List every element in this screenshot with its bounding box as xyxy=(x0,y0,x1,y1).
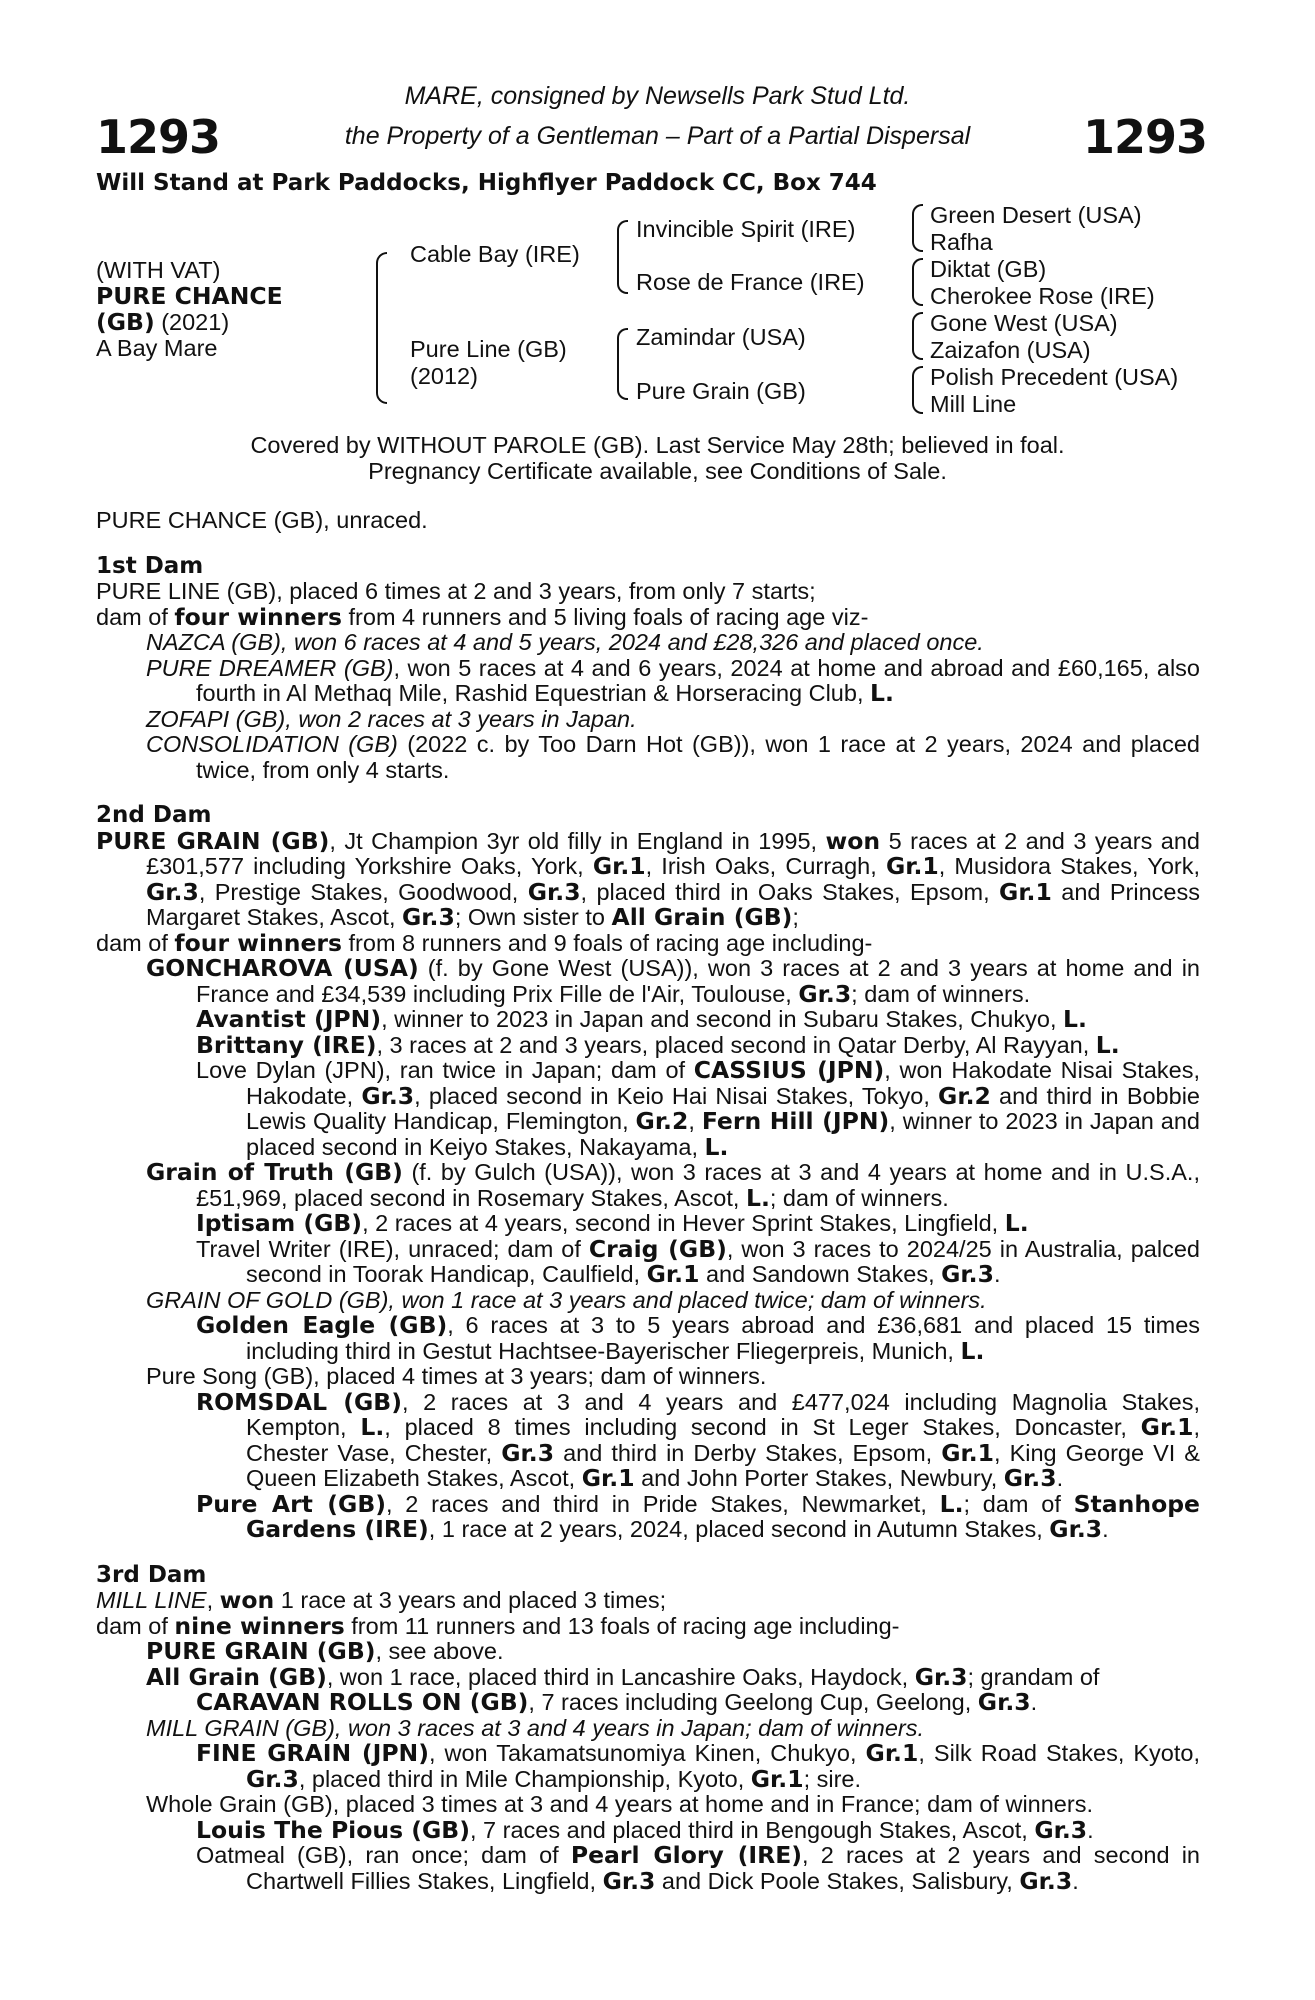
pedigree-brace-main xyxy=(376,252,387,404)
intro-line: PURE CHANCE (GB), unraced. xyxy=(96,507,428,533)
produce-louis-the-pious: Louis The Pious (GB), 7 races and placed third in Bengough Stakes, Ascot, Gr.3. xyxy=(196,1815,1094,1844)
third-dam-heading: 3rd Dam xyxy=(96,1561,207,1588)
pedigree-dam-year: (2012) xyxy=(410,363,478,389)
pedigree-brace-dam xyxy=(617,328,628,400)
pedigree-sds: Diktat (GB) xyxy=(930,256,1047,282)
produce-iptisam: Iptisam (GB), 2 races at 4 years, second in Hever Sprint Stakes, Lingfield, L. xyxy=(196,1209,1029,1237)
produce-pure-dreamer: PURE DREAMER (GB), won 5 races at 4 and 6 years, 2024 at home and abroad and £60,165, also fourth in Al Methaq Mile, Rashid Equestrian & Horseracing Club, L. xyxy=(146,654,1200,707)
second-dam-heading: 2nd Dam xyxy=(96,802,212,828)
pedigree-sire-dam: Rose de France (IRE) xyxy=(636,269,865,295)
pedigree-ddd: Mill Line xyxy=(930,391,1017,417)
pedigree-sire-sire: Invincible Spirit (IRE) xyxy=(636,216,856,242)
produce-grain-of-gold: GRAIN OF GOLD (GB), won 1 race at 3 years and placed twice; dam of winners. xyxy=(146,1286,987,1313)
produce-oatmeal: Oatmeal (GB), ran once; dam of Pearl Glory (IRE), 2 races at 2 years and second in Chartwell Fillies Stakes, Lingfield, Gr.3 and Dick Poole Stakes, Salisbury, Gr.3. xyxy=(196,1841,1201,1895)
pedigree-dss: Gone West (USA) xyxy=(930,310,1118,336)
lot-number-left: 1293 xyxy=(96,110,221,164)
pedigree-dam: Pure Line (GB) xyxy=(410,336,567,362)
pedigree-dds: Polish Precedent (USA) xyxy=(930,364,1179,390)
produce-avantist: Avantist (JPN), winner to 2023 in Japan and second in Subaru Stakes, Chukyo, L. xyxy=(196,1005,1087,1033)
pedigree-ssd: Rafha xyxy=(930,229,993,255)
property-line: the Property of a Gentleman – Part of a Partial Dispersal xyxy=(344,122,971,150)
produce-zofapi: ZOFAPI (GB), won 2 races at 3 years in Japan. xyxy=(146,705,637,732)
stand-location: Will Stand at Park Paddocks, Highflyer Paddock CC, Box 744 xyxy=(96,170,877,196)
produce-love-dylan: Love Dylan (JPN), ran twice in Japan; dam of CASSIUS (JPN), won Hakodate Nisai Stakes, Hakodate, Gr.3, placed second in Keio Hai Nisai Stakes, Tokyo, Gr.2 and third in Bobbie Lewis Quality Handicap, Flemington, Gr.2, Fern Hill (JPN), winner to 2023 in Japan and placed second in Keiyo Stakes, Nakayama, L. xyxy=(196,1056,1201,1161)
produce-golden-eagle: Golden Eagle (GB), 6 races at 3 to 5 years abroad and £36,681 and placed 15 times including third in Gestut Hachtsee-Bayerischer Fliegerpreis, Munich, L. xyxy=(196,1311,1201,1365)
pedigree-dam-sire: Zamindar (USA) xyxy=(636,324,806,350)
produce-pure-art: Pure Art (GB), 2 races and third in Pride Stakes, Newmarket, L.; dam of Stanhope Gardens (IRE), 1 race at 2 years, 2024, placed second in Autumn Stakes, Gr.3. xyxy=(196,1489,1200,1543)
produce-brittany: Brittany (IRE), 3 races at 2 and 3 years, placed second in Qatar Derby, Al Rayyan, L. xyxy=(196,1030,1120,1059)
pedigree-dam-dam: Pure Grain (GB) xyxy=(636,378,806,404)
first-dam-line: PURE LINE (GB), placed 6 times at 2 and 3 years, from only 7 starts; xyxy=(96,578,816,604)
produce-consolidation: CONSOLIDATION (GB) (2022 c. by Too Darn Hot (GB)), won 1 race at 2 years, 2024 and placed twice, from only 4 starts. xyxy=(146,731,1200,783)
horse-country-year: (GB) (2021) xyxy=(96,308,230,336)
second-dam-line: PURE GRAIN (GB), Jt Champion 3yr old filly in England in 1995, won 5 races at 2 and 3 years and £301,577 including Yorkshire Oaks, York, Gr.1, Irish Oaks, Curragh, Gr.1, Musidora Stakes, York, Gr.3, Prestige Stakes, Goodwood, Gr.3, placed third in Oaks Stakes, Epsom, Gr.1 and Princess Margaret Stakes, Ascot, Gr.3; Own sister to All Grain (GB); xyxy=(96,826,1201,931)
produce-caravan-rolls-on: CARAVAN ROLLS ON (GB), 7 races including Geelong Cup, Geelong, Gr.3. xyxy=(196,1688,1038,1716)
produce-grain-of-truth: Grain of Truth (GB) (f. by Gulch (USA)), won 3 races at 3 and 4 years at home and in U.S.A., £51,969, placed second in Rosemary Stakes, Ascot, L.; dam of winners. xyxy=(146,1158,1200,1212)
first-dam-produce-line: dam of four winners from 4 runners and 5 living foals of racing age viz- xyxy=(96,602,869,631)
third-dam-produce-line: dam of nine winners from 11 runners and 13 foals of racing age including- xyxy=(96,1611,900,1640)
produce-travel-writer: Travel Writer (IRE), unraced; dam of Craig (GB), won 3 races to 2024/25 in Australia, palced second in Toorak Handicap, Caulfield, Gr.1 and Sandown Stakes, Gr.3. xyxy=(196,1234,1200,1288)
produce-pure-grain: PURE GRAIN (GB), see above. xyxy=(146,1637,504,1665)
produce-mill-grain: MILL GRAIN (GB), won 3 races at 3 and 4 years in Japan; dam of winners. xyxy=(146,1714,925,1741)
covered-note: Covered by WITHOUT PAROLE (GB). Last Service May 28th; believed in foal. xyxy=(250,432,1065,458)
second-dam-produce-line: dam of four winners from 8 runners and 9 foals of racing age including- xyxy=(96,928,873,957)
produce-goncharova: GONCHAROVA (USA) (f. by Gone West (USA)), won 3 races at 2 and 3 years at home and in France and £34,539 including Prix Fille de l'Air, Toulouse, Gr.3; dam of winners. xyxy=(146,954,1200,1008)
produce-romsdal: ROMSDAL (GB), 2 races at 3 and 4 years and £477,024 including Magnolia Stakes, Kempton, L., placed 8 times including second in St Leger Stakes, Doncaster, Gr.1, Chester Vase, Chester, Gr.3 and third in Derby Stakes, Epsom, Gr.1, King George VI & Queen Elizabeth Stakes, Ascot, Gr.1 and John Porter Stakes, Newbury, Gr.3. xyxy=(196,1387,1201,1492)
pedigree-brace-ss xyxy=(912,204,923,252)
horse-name: PURE CHANCE xyxy=(96,282,283,310)
pregnancy-note: Pregnancy Certificate available, see Conditions of Sale. xyxy=(368,458,947,484)
vat-note: (WITH VAT) xyxy=(96,257,221,283)
produce-fine-grain: FINE GRAIN (JPN), won Takamatsunomiya Kinen, Chukyo, Gr.1, Silk Road Stakes, Kyoto, Gr.3, placed third in Mile Championship, Kyoto, Gr.1; sire. xyxy=(196,1739,1200,1793)
lot-number-right: 1293 xyxy=(1083,110,1208,164)
pedigree-sire: Cable Bay (IRE) xyxy=(410,241,580,267)
pedigree-brace-sd xyxy=(912,258,923,306)
produce-all-grain: All Grain (GB), won 1 race, placed third in Lancashire Oaks, Haydock, Gr.3; grandam of xyxy=(146,1662,1100,1691)
third-dam-line: MILL LINE, won 1 race at 3 years and placed 3 times; xyxy=(96,1586,667,1614)
pedigree-sss: Green Desert (USA) xyxy=(930,202,1142,228)
horse-description: A Bay Mare xyxy=(96,335,218,361)
pedigree-brace-dd xyxy=(912,366,923,414)
pedigree-sdd: Cherokee Rose (IRE) xyxy=(930,283,1155,309)
pedigree-dsd: Zaizafon (USA) xyxy=(930,337,1091,363)
pedigree-brace-ds xyxy=(912,312,923,360)
produce-pure-song: Pure Song (GB), placed 4 times at 3 years; dam of winners. xyxy=(146,1363,767,1389)
first-dam-heading: 1st Dam xyxy=(96,552,204,579)
pedigree-brace-sire xyxy=(617,220,628,294)
produce-whole-grain: Whole Grain (GB), placed 3 times at 3 and 4 years at home and in France; dam of winners. xyxy=(146,1791,1093,1817)
pedigree-notes xyxy=(96,508,1200,1894)
consignor-line: MARE, consigned by Newsells Park Stud Ltd. xyxy=(404,82,911,110)
produce-nazca: NAZCA (GB), won 6 races at 4 and 5 years, 2024 and £28,326 and placed once. xyxy=(146,629,984,655)
